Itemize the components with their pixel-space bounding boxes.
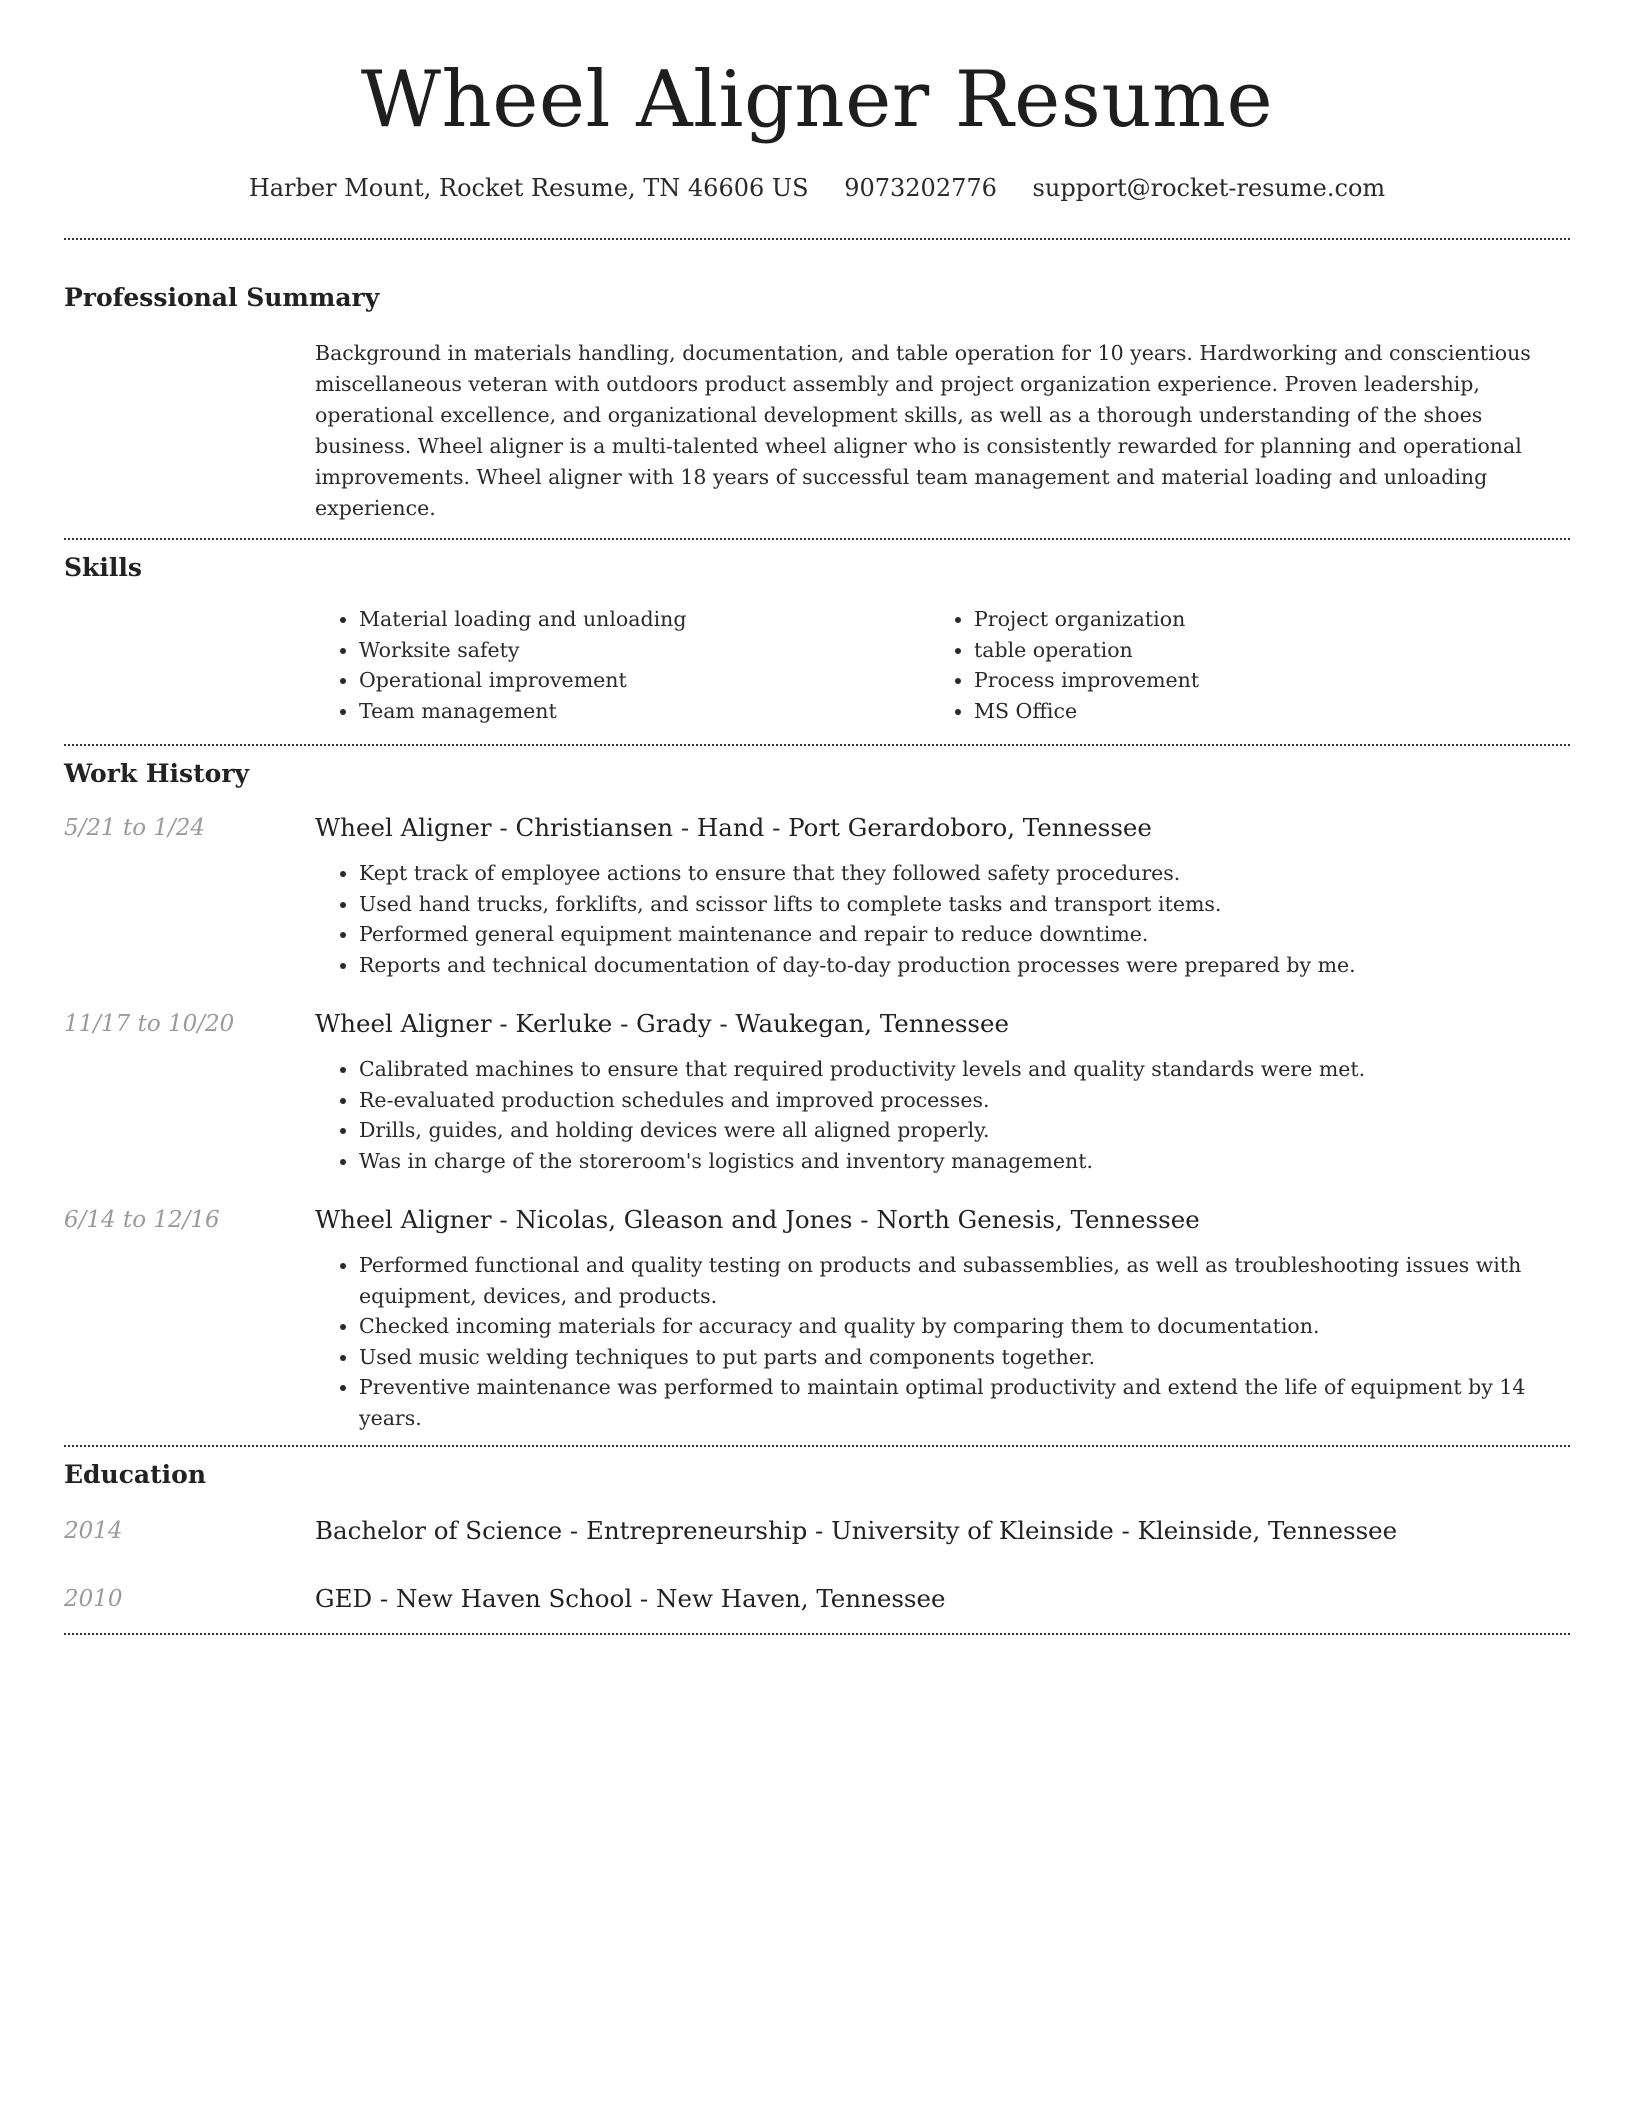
divider — [64, 1445, 1570, 1447]
job-bullets — [315, 858, 1570, 980]
divider — [64, 538, 1570, 540]
job-bullets — [315, 1250, 1570, 1433]
contact-email: support@rocket-resume.com — [1032, 174, 1386, 202]
summary-heading: Professional Summary — [64, 283, 380, 312]
summary-text: Background in materials handling, documentation, and table operation for 10 years. Hardworking and conscientious miscellaneous veteran with outdoors product assembly and project organization experience. Proven leadership, operational excellence, and organizational development skills, as well as a thorough understanding of the shoes business. Wheel aligner is a multi-talented wheel aligner who is consistently rewarded for planning and operational improvements. Wheel aligner with 18 years of successful team management and material loading and unloading experience. — [315, 341, 1531, 520]
job-details — [315, 1008, 1570, 1176]
skills-column-left — [315, 604, 930, 726]
divider — [64, 238, 1570, 240]
job-details — [315, 812, 1570, 980]
contact-address: Harber Mount, Rocket Resume, TN 46606 US — [248, 174, 809, 202]
skill-item: • Worksite safety — [359, 635, 930, 666]
summary-section — [64, 282, 1570, 524]
job-bullet: • Was in charge of the storeroom's logistics and inventory management. — [359, 1146, 1570, 1177]
job-bullet: • Used hand trucks, forklifts, and scissor lifts to complete tasks and transport items. — [359, 889, 1570, 920]
skills-section — [64, 552, 1570, 726]
job-bullet: • Reports and technical documentation of day-to-day production processes were prepared by me. — [359, 950, 1570, 981]
education-date: 2010 — [64, 1586, 123, 1612]
education-heading-text: GED - New Haven School - New Haven, Tennessee — [315, 1584, 946, 1613]
job-dates: 5/21 to 1/24 — [64, 815, 206, 841]
job-bullet: • Performed general equipment maintenance and repair to reduce downtime. — [359, 919, 1570, 950]
job-entry — [64, 1008, 1570, 1176]
job-entry — [64, 812, 1570, 980]
contact-phone: 9073202776 — [844, 174, 997, 202]
job-bullet: • Drills, guides, and holding devices were all aligned properly. — [359, 1115, 1570, 1146]
skill-item: • MS Office — [974, 696, 1545, 727]
resume-title: Wheel Aligner Resume — [360, 55, 1274, 145]
skills-column-right — [930, 604, 1545, 726]
job-bullet: • Used music welding techniques to put parts and components together. — [359, 1342, 1570, 1373]
job-bullet: • Calibrated machines to ensure that required productivity levels and quality standards were met. — [359, 1054, 1570, 1085]
skill-item: • table operation — [974, 635, 1545, 666]
job-bullet: • Performed functional and quality testing on products and subassemblies, as well as troubleshooting issues with equipment, devices, and products. — [359, 1250, 1570, 1311]
skill-item: • Team management — [359, 696, 930, 727]
job-heading: Wheel Aligner - Christiansen - Hand - Port Gerardoboro, Tennessee — [315, 813, 1152, 842]
job-bullets — [315, 1054, 1570, 1176]
education-heading: Education — [64, 1460, 207, 1489]
job-dates: 11/17 to 10/20 — [64, 1011, 235, 1037]
divider — [64, 1633, 1570, 1635]
skill-item: • Operational improvement — [359, 665, 930, 696]
education-entry — [64, 1515, 1570, 1547]
divider — [64, 744, 1570, 746]
education-date: 2014 — [64, 1518, 123, 1544]
job-bullet: • Kept track of employee actions to ensure that they followed safety procedures. — [359, 858, 1570, 889]
skills-grid — [315, 604, 1570, 726]
job-bullet: • Preventive maintenance was performed to maintain optimal productivity and extend the life of equipment by 14 years. — [359, 1372, 1570, 1433]
education-heading-text: Bachelor of Science - Entrepreneurship - University of Kleinside - Kleinside, Tennessee — [315, 1516, 1398, 1545]
job-heading: Wheel Aligner - Kerluke - Grady - Waukegan, Tennessee — [315, 1009, 1009, 1038]
job-bullet: • Checked incoming materials for accuracy and quality by comparing them to documentation. — [359, 1311, 1570, 1342]
job-dates: 6/14 to 12/16 — [64, 1207, 220, 1233]
work-history-heading: Work History — [64, 759, 250, 788]
skill-item: • Material loading and unloading — [359, 604, 930, 635]
job-heading: Wheel Aligner - Nicolas, Gleason and Jones - North Genesis, Tennessee — [315, 1205, 1200, 1234]
skill-item: • Project organization — [974, 604, 1545, 635]
skills-heading: Skills — [64, 553, 142, 582]
job-entry — [64, 1204, 1570, 1433]
education-section — [64, 1459, 1570, 1615]
work-history-section — [64, 758, 1570, 1433]
skill-item: • Process improvement — [974, 665, 1545, 696]
education-entry — [64, 1583, 1570, 1615]
contact-line — [64, 172, 1570, 204]
job-details — [315, 1204, 1570, 1433]
job-bullet: • Re-evaluated production schedules and improved processes. — [359, 1085, 1570, 1116]
